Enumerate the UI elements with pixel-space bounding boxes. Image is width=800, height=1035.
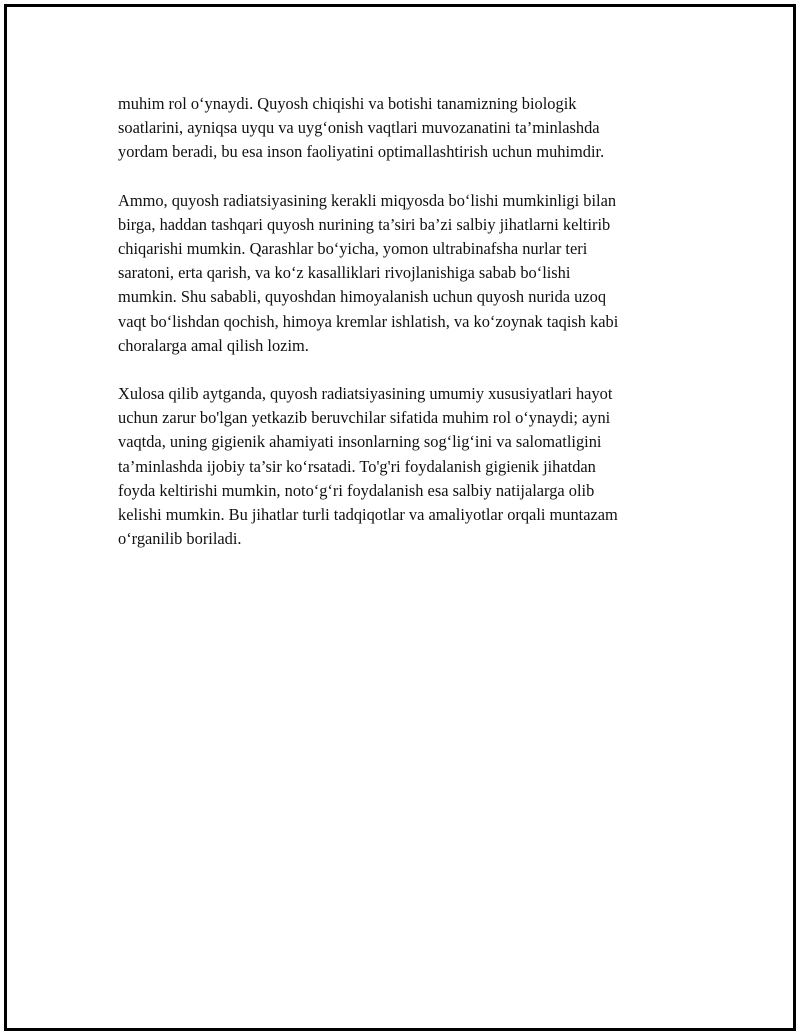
text-line: uchun zarur bo'lgan yetkazib beruvchilar sifatida muhim rol o‘ynaydi; ayni xyxy=(118,408,611,428)
text-line: foyda keltirishi mumkin, noto‘g‘ri foydalanish esa salbiy natijalarga olib xyxy=(118,480,595,500)
text-line: vaqtda, uning gigienik ahamiyati insonlarning sog‘lig‘ini va salomatligini xyxy=(118,432,602,452)
text-line: soatlarini, ayniqsa uyqu va uyg‘onish vaqtlari muvozanatini ta’minlashda xyxy=(118,118,600,138)
text-line: vaqt bo‘lishdan qochish, himoya kremlar ishlatish, va ko‘zoynak taqish kabi xyxy=(118,311,619,331)
text-line: muhim rol o‘ynaydi. Quyosh chiqishi va botishi tanamizning biologik xyxy=(118,94,577,113)
text-line: mumkin. Shu sababli, quyoshdan himoyalanish uchun quyosh nurida uzoq xyxy=(118,287,607,307)
document-body xyxy=(118,92,698,575)
text-line: Xulosa qilib aytganda, quyosh radiatsiyasining umumiy xususiyatlari hayot xyxy=(118,384,613,404)
text-line: chiqarishi mumkin. Qarashlar bo‘yicha, yomon ultrabinafsha nurlar teri xyxy=(118,239,588,259)
paragraph-3 xyxy=(118,382,698,551)
text-line: ta’minlashda ijobiy ta’sir ko‘rsatadi. To'g'ri foydalanish gigienik jihatdan xyxy=(118,456,596,476)
text-line: choralarga amal qilish lozim. xyxy=(118,335,309,355)
text-line: o‘rganilib boriladi. xyxy=(118,529,242,549)
text-line: saratoni, erta qarish, va ko‘z kasalliklari rivojlanishiga sabab bo‘lishi xyxy=(118,263,571,283)
text-line: Ammo, quyosh radiatsiyasining kerakli miqyosda bo‘lishi mumkinligi bilan xyxy=(118,190,617,210)
paragraph-1 xyxy=(118,92,698,165)
text-line: kelishi mumkin. Bu jihatlar turli tadqiqotlar va amaliyotlar orqali muntazam xyxy=(118,505,618,525)
text-line: yordam beradi, bu esa inson faoliyatini optimallashtirish uchun muhimdir. xyxy=(118,142,605,162)
text-line: birga, haddan tashqari quyosh nurining ta’siri ba’zi salbiy jihatlarni keltirib xyxy=(118,214,611,234)
paragraph-2 xyxy=(118,189,698,358)
